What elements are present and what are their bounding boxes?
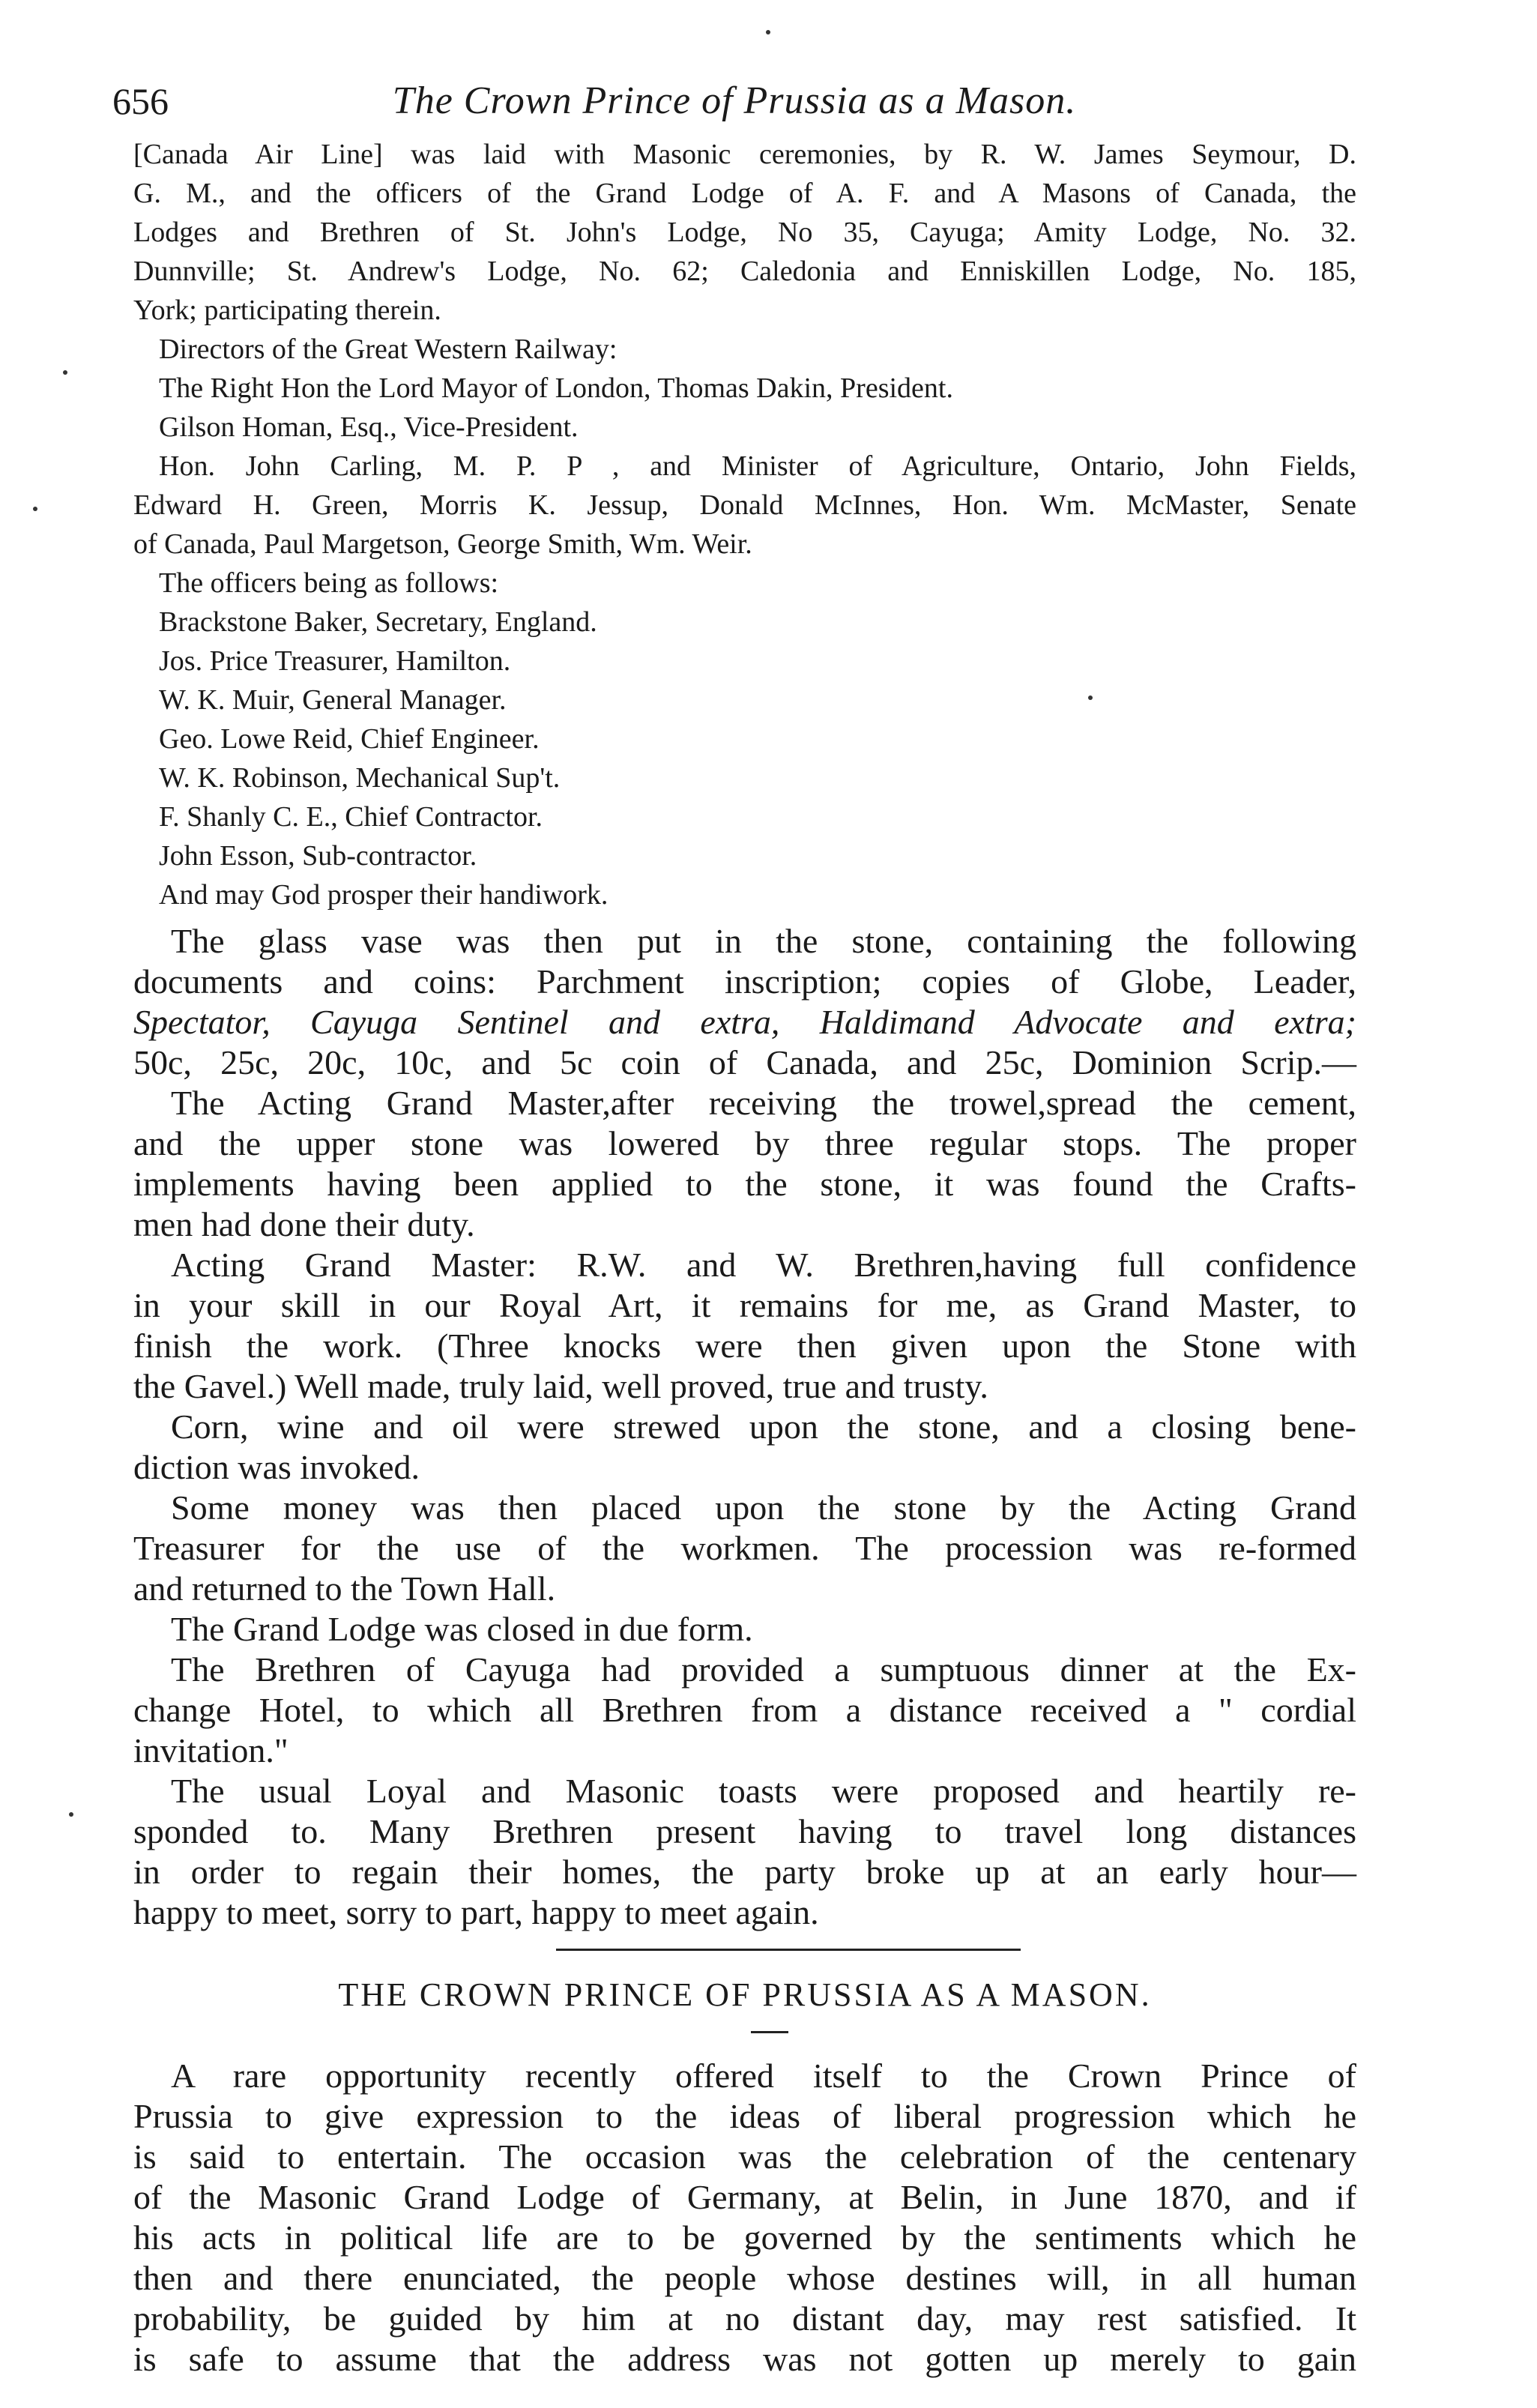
text-line: Prussia to give expression to the ideas of liberal progression which he bbox=[133, 2097, 1356, 2135]
text-line: Jos. Price Treasurer, Hamilton. bbox=[159, 645, 511, 677]
running-title: The Crown Prince of Prussia as a Mason. bbox=[392, 79, 1077, 122]
text-line: [Canada Air Line] was laid with Masonic ceremonies, by R. W. James Seymour, D. bbox=[133, 139, 1356, 170]
text-line: in order to regain their homes, the party broke up at an early hour— bbox=[133, 1853, 1356, 1891]
text-line: Brackstone Baker, Secretary, England. bbox=[159, 606, 597, 638]
text-line: the Gavel.) Well made, truly laid, well proved, true and trusty. bbox=[133, 1367, 988, 1405]
text-line: is said to entertain. The occasion was the celebration of the centenary bbox=[133, 2137, 1356, 2176]
text-line: in your skill in our Royal Art, it remains for me, as Grand Master, to bbox=[133, 1286, 1356, 1324]
text-line: happy to meet, sorry to part, happy to meet again. bbox=[133, 1893, 819, 1931]
text-line: of Canada, Paul Margetson, George Smith, Wm. Weir. bbox=[133, 528, 752, 560]
text-line: G. M., and the officers of the Grand Lodge of A. F. and A Masons of Canada, the bbox=[133, 178, 1356, 209]
text-line: F. Shanly C. E., Chief Contractor. bbox=[159, 801, 543, 833]
text-line: Lodges and Brethren of St. John's Lodge, No 35, Cayuga; Amity Lodge, No. 32. bbox=[133, 217, 1356, 248]
print-speck bbox=[69, 1812, 73, 1817]
text-line: Corn, wine and oil were strewed upon the stone, and a closing bene- bbox=[171, 1407, 1356, 1446]
text-line: Edward H. Green, Morris K. Jessup, Donald McInnes, Hon. Wm. McMaster, Senate bbox=[133, 489, 1356, 521]
text-line: Directors of the Great Western Railway: bbox=[159, 334, 617, 365]
page-number: 656 bbox=[112, 80, 169, 122]
text-line: The usual Loyal and Masonic toasts were proposed and heartily re- bbox=[171, 1772, 1356, 1810]
print-speck bbox=[766, 30, 770, 34]
print-speck bbox=[1088, 695, 1093, 700]
text-line: The Grand Lodge was closed in due form. bbox=[171, 1610, 753, 1648]
print-speck bbox=[33, 507, 37, 511]
text-line: The Acting Grand Master,after receiving the trowel,spread the cement, bbox=[171, 1084, 1356, 1122]
text-line: Spectator, Cayuga Sentinel and extra, Haldimand Advocate and extra; bbox=[133, 1003, 1356, 1041]
section-divider bbox=[556, 1949, 1021, 1951]
text-line: Treasurer for the use of the workmen. The procession was re-formed bbox=[133, 1529, 1356, 1567]
text-line: sponded to. Many Brethren present having to travel long distances bbox=[133, 1812, 1356, 1850]
text-line: Acting Grand Master: R.W. and W. Brethren,having full confidence bbox=[171, 1246, 1356, 1284]
text-line: is safe to assume that the address was not gotten up merely to gain bbox=[133, 2340, 1356, 2378]
text-line: John Esson, Sub-contractor. bbox=[159, 840, 477, 872]
text-line: Some money was then placed upon the stone by the Acting Grand bbox=[171, 1488, 1356, 1527]
text-line: and returned to the Town Hall. bbox=[133, 1569, 556, 1608]
text-line: W. K. Robinson, Mechanical Sup't. bbox=[159, 762, 561, 794]
text-line: Geo. Lowe Reid, Chief Engineer. bbox=[159, 723, 540, 755]
text-line: implements having been applied to the stone, it was found the Crafts- bbox=[133, 1165, 1356, 1203]
text-line: probability, be guided by him at no distant day, may rest satisfied. It bbox=[133, 2299, 1356, 2338]
text-line: And may God prosper their handiwork. bbox=[159, 879, 609, 911]
text-line: and the upper stone was lowered by three regular stops. The proper bbox=[133, 1124, 1356, 1162]
text-line: men had done their duty. bbox=[133, 1205, 475, 1243]
text-line: invitation." bbox=[133, 1731, 289, 1769]
text-line: change Hotel, to which all Brethren from a distance received a " cordial bbox=[133, 1691, 1356, 1729]
text-line: W. K. Muir, General Manager. bbox=[159, 684, 507, 716]
title-dash bbox=[751, 2031, 788, 2033]
text-line: A rare opportunity recently offered itself to the Crown Prince of bbox=[171, 2057, 1356, 2095]
section-title: THE CROWN PRINCE OF PRUSSIA AS A MASON. bbox=[338, 1976, 1152, 2013]
print-speck bbox=[63, 370, 67, 375]
text-line: Hon. John Carling, M. P. P , and Minister of Agriculture, Ontario, John Fields, bbox=[159, 450, 1356, 482]
page-header bbox=[112, 75, 1356, 127]
text-line: Dunnville; St. Andrew's Lodge, No. 62; Caledonia and Enniskillen Lodge, No. 185, bbox=[133, 256, 1356, 287]
text-line: finish the work. (Three knocks were then given upon the Stone with bbox=[133, 1327, 1356, 1365]
text-line: diction was invoked. bbox=[133, 1448, 420, 1486]
text-line: The glass vase was then put in the stone, containing the following bbox=[171, 922, 1356, 960]
text-line: The Brethren of Cayuga had provided a sumptuous dinner at the Ex- bbox=[171, 1650, 1356, 1689]
text-line: The Right Hon the Lord Mayor of London, Thomas Dakin, President. bbox=[159, 372, 953, 404]
text-line: The officers being as follows: bbox=[159, 567, 499, 599]
text-line: Gilson Homan, Esq., Vice-President. bbox=[159, 411, 579, 443]
text-line: 50c, 25c, 20c, 10c, and 5c coin of Canada, and 25c, Dominion Scrip.— bbox=[133, 1043, 1356, 1081]
text-line: his acts in political life are to be governed by the sentiments which he bbox=[133, 2218, 1356, 2257]
text-line: then and there enunciated, the people whose destines will, in all human bbox=[133, 2259, 1356, 2297]
text-line: York; participating therein. bbox=[133, 295, 441, 326]
text-line: of the Masonic Grand Lodge of Germany, at Belin, in June 1870, and if bbox=[133, 2178, 1356, 2216]
text-line: documents and coins: Parchment inscription; copies of Globe, Leader, bbox=[133, 962, 1356, 1001]
